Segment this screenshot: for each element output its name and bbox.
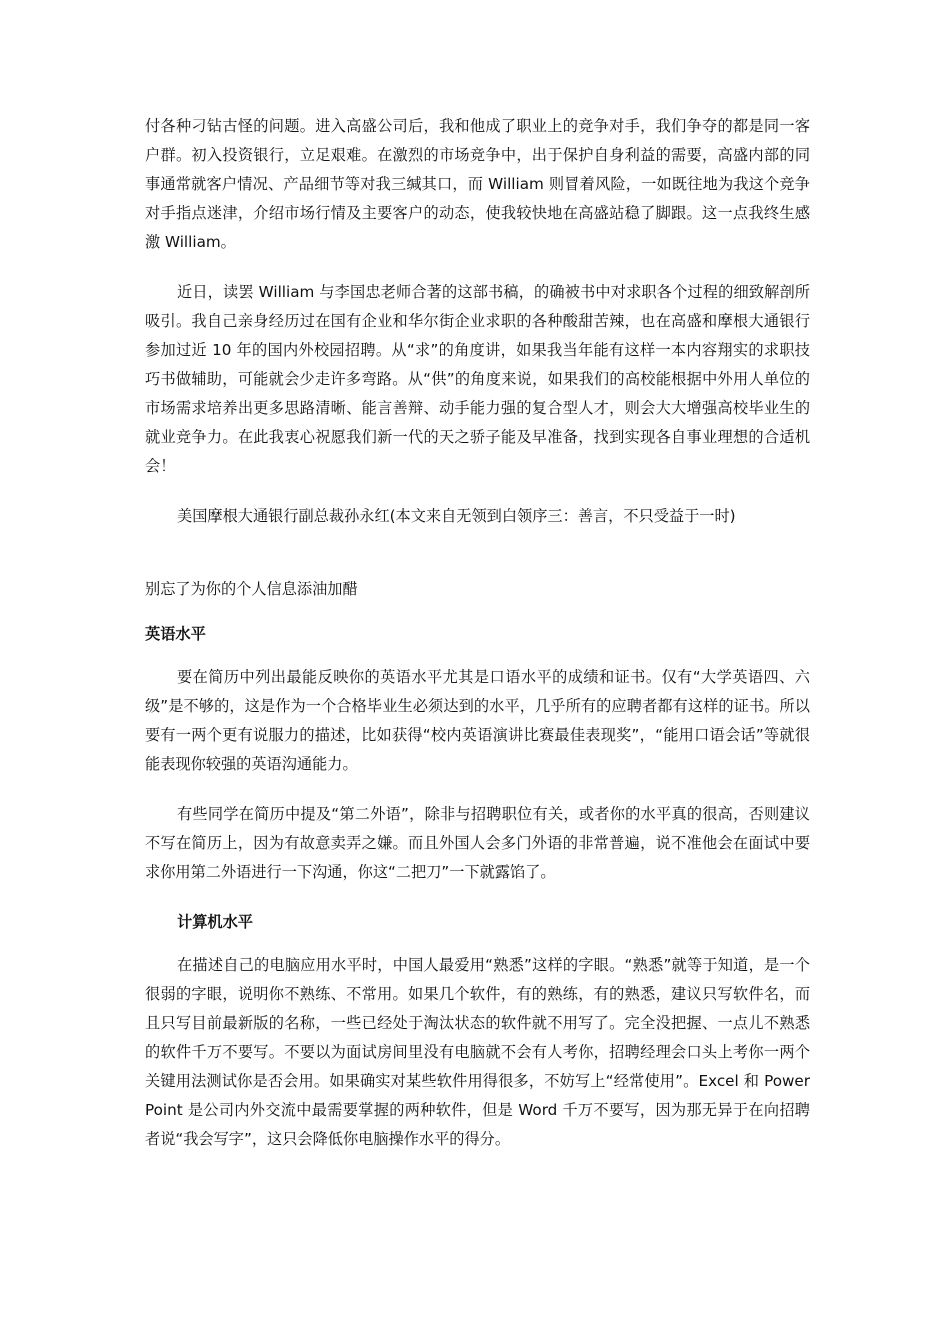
signature-line: 美国摩根大通银行副总裁孙永红(本文来自无领到白领序三：善言，不只受益于一时) <box>177 507 736 525</box>
heading-computer-level: 计算机水平 <box>177 913 253 931</box>
paragraph-english-1: 要在简历中列出最能反映你的英语水平尤其是口语水平的成绩和证书。仅有“大学英语四、六级”是不够的，这是作为一个合格毕业生必须达到的水平，几乎所有的应聘者都有这样的证书。所以要有一两个更有说服力的描述，比如获得“校内英语演讲比赛最佳表现奖”，“能用口语会话”等就很能表现你较强的英语沟通能力。 <box>145 668 810 773</box>
paragraph-computer: 在描述自己的电脑应用水平时，中国人最爱用“熟悉”这样的字眼。“熟悉”就等于知道，是一个很弱的字眼，说明你不熟练、不常用。如果几个软件，有的熟练，有的熟悉，建议只写软件名，而且只写目前最新版的名称，一些已经处于淘汰状态的软件就不用写了。完全没把握、一点儿不熟悉的软件千万不要写。不要以为面试房间里没有电脑就不会有人考你，招聘经理会口头上考你一两个关键用法测试你是否会用。如果确实对某些软件用得很多，不妨写上“经常使用”。Excel 和 PowerPoint 是公司内外交流中最需要掌握的两种软件，但是 Word 千万不要写，因为那无异于在向招聘者说“我会写字”，这只会降低你电脑操作水平的得分。 <box>145 956 810 1148</box>
paragraph-1: 付各种刁钻古怪的问题。进入高盛公司后，我和他成了职业上的竞争对手，我们争夺的都是同一客户群。初入投资银行，立足艰难。在激烈的市场竞争中，出于保护自身利益的需要，高盛内部的同事通常就客户情况、产品细节等对我三缄其口，而 William 则冒着风险，一如既往地为我这个竞争对手指点迷津，介绍市场行情及主要客户的动态，使我较快地在高盛站稳了脚跟。这一点我终生感激 William。 <box>145 117 810 251</box>
section-title: 别忘了为你的个人信息添油加醋 <box>145 580 358 598</box>
paragraph-2: 近日，读罢 William 与李国忠老师合著的这部书稿，的确被书中对求职各个过程的细致解剖所吸引。我自己亲身经历过在国有企业和华尔街企业求职的各种酸甜苦辣，也在高盛和摩根大通银行参加过近 10 年的国内外校园招聘。从“求”的角度讲，如果我当年能有这样一本内容翔实的求职技巧书做辅助，可能就会少走许多弯路。从“供”的角度来说，如果我们的高校能根据中外用人单位的市场需求培养出更多思路清晰、能言善辩、动手能力强的复合型人才，则会大大增强高校毕业生的就业竞争力。在此我衷心祝愿我们新一代的天之骄子能及早准备，找到实现各自事业理想的合适机会！ <box>145 283 810 475</box>
heading-english-level: 英语水平 <box>145 625 206 643</box>
paragraph-english-2: 有些同学在简历中提及“第二外语”，除非与招聘职位有关，或者你的水平真的很高，否则建议不写在简历上，因为有故意卖弄之嫌。而且外国人会多门外语的非常普遍，说不准他会在面试中要求你用第二外语进行一下沟通，你这“二把刀”一下就露馅了。 <box>145 805 810 881</box>
document-body <box>145 112 810 1154</box>
